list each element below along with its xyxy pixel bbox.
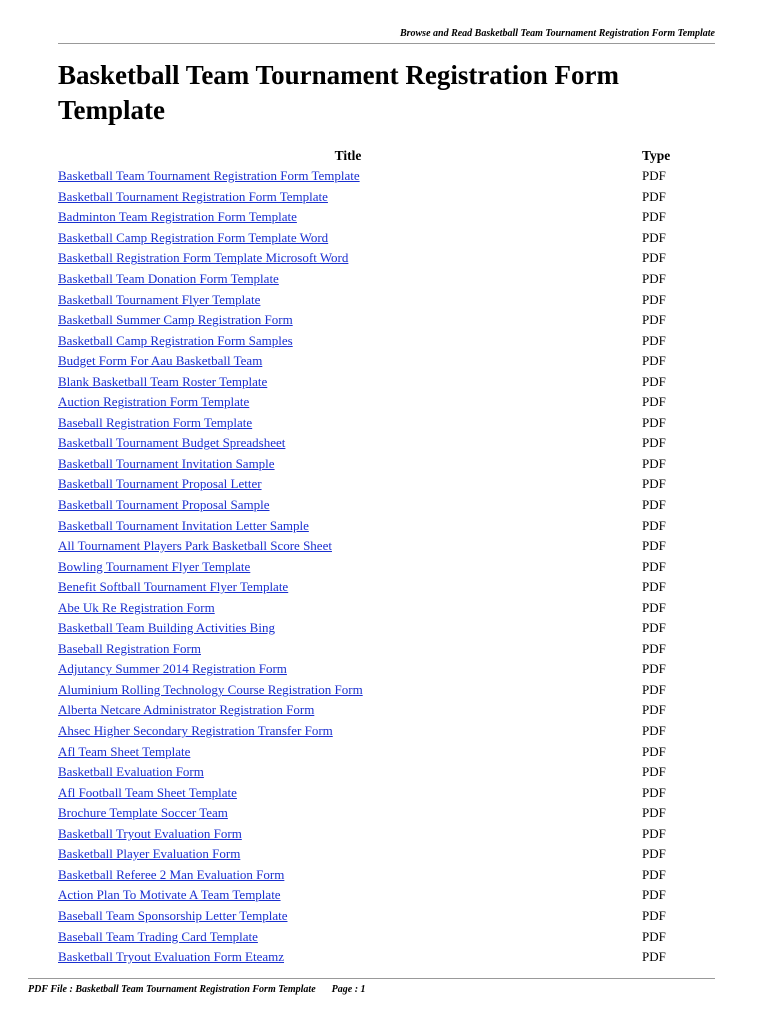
title-cell [58,474,638,495]
document-link[interactable]: Basketball Camp Registration Form Samples [58,332,293,348]
document-link[interactable]: Bowling Tournament Flyer Template [58,558,251,574]
type-cell: PDF [642,907,666,923]
document-link[interactable]: Basketball Summer Camp Registration Form [58,312,293,328]
title-cell [58,433,638,454]
document-link[interactable]: Auction Registration Form Template [58,394,250,410]
table-row [58,228,722,249]
title-cell [58,659,638,680]
document-link[interactable]: Basketball Tournament Flyer Template [58,291,261,307]
table-row [58,721,722,742]
table-row [58,803,722,824]
title-cell [58,454,638,475]
document-link[interactable]: Basketball Team Tournament Registration Form Template [58,168,360,184]
document-link[interactable]: Abe Uk Re Registration Form [58,599,215,615]
table-row [58,371,722,392]
document-link[interactable]: Basketball Camp Registration Form Template Word [58,229,329,245]
document-link[interactable]: Basketball Tournament Proposal Letter [58,476,262,492]
type-cell: PDF [642,784,666,800]
title-cell [58,824,638,845]
document-link[interactable]: Budget Form For Aau Basketball Team [58,353,263,369]
type-cell: PDF [642,599,666,615]
table-row [58,926,722,947]
document-link[interactable]: Alberta Netcare Administrator Registration Form [58,702,315,718]
title-cell [58,166,638,187]
document-link[interactable]: Baseball Team Sponsorship Letter Template [58,907,288,923]
document-link[interactable]: Basketball Tournament Invitation Letter Sample [58,517,309,533]
table-row [58,392,722,413]
table-row [58,680,722,701]
title-cell [58,885,638,906]
page-title: Basketball Team Tournament Registration Form Template [58,60,620,125]
title-cell [58,495,638,516]
table-row [58,556,722,577]
type-cell: PDF [642,312,666,328]
title-cell [58,597,638,618]
title-cell [58,906,638,927]
type-cell: PDF [642,229,666,245]
document-link[interactable]: Basketball Tournament Registration Form Template [58,188,328,204]
type-cell: PDF [642,332,666,348]
table-row [58,865,722,886]
table-row [58,741,722,762]
table-row [58,187,722,208]
table-row [58,577,722,598]
document-link[interactable]: Action Plan To Motivate A Team Template [58,887,281,903]
table-row [58,659,722,680]
type-cell: PDF [642,764,666,780]
title-cell [58,680,638,701]
type-cell: PDF [642,517,666,533]
type-cell: PDF [642,168,666,184]
type-cell: PDF [642,620,666,636]
type-cell: PDF [642,743,666,759]
title-cell [58,310,638,331]
running-header [58,28,715,44]
type-cell: PDF [642,476,666,492]
title-cell [58,762,638,783]
running-header-text: Browse and Read Basketball Team Tournament Registration Form Template [399,28,715,39]
table-row [58,289,722,310]
table-body [58,166,722,967]
title-cell [58,803,638,824]
document-link[interactable]: Ahsec Higher Secondary Registration Transfer Form [58,723,333,739]
document-link[interactable]: Basketball Tournament Budget Spreadsheet [58,435,286,451]
title-cell [58,207,638,228]
type-cell: PDF [642,497,666,513]
table-row [58,515,722,536]
table-row [58,906,722,927]
type-cell: PDF [642,681,666,697]
title-cell [58,700,638,721]
table-row [58,248,722,269]
title-cell [58,926,638,947]
table-row [58,269,722,290]
table-row [58,330,722,351]
type-cell: PDF [642,188,666,204]
document-link[interactable]: Baseball Registration Form Template [58,414,253,430]
table-row [58,639,722,660]
table-row [58,351,722,372]
title-cell [58,782,638,803]
title-cell [58,639,638,660]
type-cell: PDF [642,949,666,965]
table-row [58,413,722,434]
document-link[interactable]: All Tournament Players Park Basketball Score Sheet [58,538,332,554]
type-cell: PDF [642,661,666,677]
title-cell [58,371,638,392]
type-cell: PDF [642,887,666,903]
type-cell: PDF [642,394,666,410]
title-cell [58,577,638,598]
table-row [58,885,722,906]
type-cell: PDF [642,805,666,821]
title-cell [58,330,638,351]
title-cell [58,248,638,269]
document-link[interactable]: Benefit Softball Tournament Flyer Template [58,579,289,595]
title-cell [58,187,638,208]
type-cell: PDF [642,538,666,554]
title-cell [58,618,638,639]
type-cell: PDF [642,435,666,451]
document-link[interactable]: Basketball Tournament Invitation Sample [58,455,275,471]
type-cell: PDF [642,928,666,944]
title-cell [58,351,638,372]
type-cell: PDF [642,291,666,307]
document-link[interactable]: Basketball Registration Form Template Microsoft Word [58,250,349,266]
document-link[interactable]: Basketball Tryout Evaluation Form [58,825,242,841]
type-cell: PDF [642,558,666,574]
document-link[interactable]: Afl Team Sheet Template [58,743,191,759]
title-cell [58,515,638,536]
table-row [58,495,722,516]
document-table [58,146,722,967]
type-cell: PDF [642,866,666,882]
document-link[interactable]: Basketball Player Evaluation Form [58,846,241,862]
document-link[interactable]: Basketball Tryout Evaluation Form Eteamz [58,949,285,965]
type-cell: PDF [642,702,666,718]
type-cell: PDF [642,353,666,369]
type-cell: PDF [642,414,666,430]
title-cell [58,269,638,290]
table-row [58,597,722,618]
title-cell [58,865,638,886]
page-footer [28,978,715,995]
type-cell: PDF [642,640,666,656]
type-cell: PDF [642,373,666,389]
title-cell [58,413,638,434]
document-link[interactable]: Basketball Team Donation Form Template [58,271,279,286]
document-link[interactable]: Badminton Team Registration Form Template [58,209,297,225]
document-link[interactable]: Aluminium Rolling Technology Course Registration Form [58,681,363,697]
document-link[interactable]: Adjutancy Summer 2014 Registration Form [58,661,287,677]
table-row [58,433,722,454]
title-cell [58,556,638,577]
table-row [58,474,722,495]
column-header-title: Title [334,148,362,163]
table-row [58,700,722,721]
document-link[interactable]: Basketball Tournament Proposal Sample [58,497,270,513]
table-row [58,824,722,845]
type-cell: PDF [642,825,666,841]
title-cell [58,392,638,413]
table-row [58,454,722,475]
document-link[interactable]: Afl Football Team Sheet Template [58,784,237,800]
table-row [58,762,722,783]
table-row [58,947,722,968]
type-cell: PDF [642,846,666,862]
title-cell [58,721,638,742]
type-cell: PDF [642,271,666,286]
footer-page-number: Page : 1 [331,984,366,995]
type-cell: PDF [642,250,666,266]
title-cell [58,741,638,762]
title-cell [58,228,638,249]
document-link[interactable]: Basketball Team Building Activities Bing [58,620,275,636]
document-link[interactable]: Basketball Referee 2 Man Evaluation Form [58,866,285,882]
type-cell: PDF [642,579,666,595]
document-link[interactable]: Baseball Registration Form [58,640,201,656]
document-link[interactable]: Basketball Evaluation Form [58,764,204,780]
document-link[interactable]: Baseball Team Trading Card Template [58,928,258,944]
column-header-type: Type [642,148,671,163]
table-row [58,166,722,187]
table-row [58,207,722,228]
table-header-row [58,146,722,166]
table-row [58,844,722,865]
document-link[interactable]: Brochure Template Soccer Team [58,805,228,821]
type-cell: PDF [642,723,666,739]
title-cell [58,289,638,310]
footer-file-label: PDF File : Basketball Team Tournament Registration Form Template [28,984,316,995]
table-row [58,310,722,331]
table-row [58,782,722,803]
table-row [58,618,722,639]
title-cell [58,844,638,865]
type-cell: PDF [642,455,666,471]
title-cell [58,536,638,557]
table-row [58,536,722,557]
document-link[interactable]: Blank Basketball Team Roster Template [58,373,268,389]
type-cell: PDF [642,209,666,225]
title-cell [58,947,638,968]
